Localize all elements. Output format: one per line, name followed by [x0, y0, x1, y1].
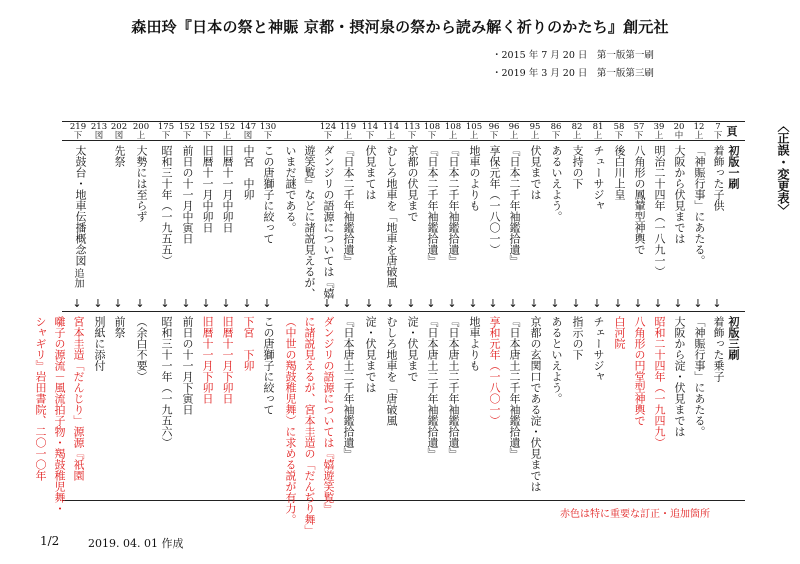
revised-text: この唐獅子に絞って [262, 316, 275, 415]
page-position-cell: 下 [182, 131, 192, 141]
page-position-cell: 中 [674, 131, 684, 141]
original-text: 大勢には至らず [135, 145, 148, 222]
page-ref [503, 123, 525, 141]
revised-text: 享和元年（一八〇一） [488, 316, 501, 426]
change-arrow: ↓ [550, 297, 560, 310]
change-arrow: ↓ [529, 297, 539, 310]
page-ref [587, 123, 609, 141]
revised-text: むしろ地車を「唐破風 [385, 316, 398, 426]
page-number-cell: 175 [157, 122, 175, 132]
original-text: この唐獅子に絞って [262, 145, 275, 244]
page-position-cell: 下 [407, 131, 417, 141]
page-position-cell: 下 [489, 131, 499, 141]
page-ref [108, 123, 130, 141]
page-position-cell: 図 [94, 131, 104, 141]
original-text: 『日本二千年袖鑑拾遺』 [447, 145, 460, 266]
page-number-cell: 82 [571, 122, 583, 132]
change-arrow: ↓ [653, 297, 663, 310]
page-number-cell: 219 [69, 122, 87, 132]
original-text: 旧暦十一月中卯日 [201, 145, 214, 233]
revised-text: シャギリ』岩田書院、二〇一〇年 [34, 316, 47, 481]
page-position-cell: 上 [509, 131, 519, 141]
change-arrow: ↓ [488, 297, 498, 310]
revised-text: チェーサジャ [592, 316, 605, 382]
page-position-cell: 上 [593, 131, 603, 141]
change-arrow: ↓ [221, 297, 231, 310]
change-arrow: ↓ [93, 297, 103, 310]
revised-text: 地車よりも [468, 316, 481, 371]
page-number-cell: 96 [488, 122, 500, 132]
change-arrow: ↓ [508, 297, 518, 310]
page-position-cell: 下 [263, 131, 273, 141]
revised-text: 下宮 下卯 [242, 316, 255, 371]
revised-text: 『日本唐土二千年袖鑑拾遺』 [426, 316, 439, 459]
revised-text: 白河院 [613, 316, 626, 349]
change-arrow: ↓ [385, 297, 395, 310]
change-arrow: ↓ [633, 297, 643, 310]
page-position-cell: 下 [614, 131, 624, 141]
page-number-cell: 124 [319, 122, 337, 132]
page-number-cell: 86 [550, 122, 562, 132]
revised-text: に諸説見えるが、宮本圭造の「だんぢり舞」 [303, 316, 316, 536]
page-number-cell: 96 [508, 122, 520, 132]
original-text: 地車のよりも [468, 145, 481, 211]
page-position-cell: 上 [530, 131, 540, 141]
page-ref [155, 123, 177, 141]
red-legend: 赤色は特に重要な訂正・追加箇所 [560, 509, 710, 520]
page-number-cell: 213 [90, 122, 108, 132]
page-number-cell: 152 [218, 122, 236, 132]
page-ref [337, 123, 359, 141]
revised-text: 指示の下 [571, 316, 584, 360]
change-arrow: ↓ [406, 297, 416, 310]
page-position-cell: 上 [222, 131, 232, 141]
original-text: 中宮 中卯 [242, 145, 255, 200]
page-ref [524, 123, 546, 141]
change-arrow: ↓ [592, 297, 602, 310]
revised-text: ダンジリの語源については『嬉遊笑覧』 [322, 316, 335, 514]
page-position-cell: 図 [114, 131, 124, 141]
page-ref [483, 123, 505, 141]
table-label: 〈正誤・変更表〉 [776, 120, 790, 216]
original-text: 『日本二千年袖鑑拾遺』 [508, 145, 521, 266]
original-text: むしろ地車を「地車を唐破風 [385, 145, 398, 288]
page-number-cell: 39 [653, 122, 665, 132]
page-number-cell: 147 [239, 122, 257, 132]
page-number-cell: 152 [178, 122, 196, 132]
page-ref [628, 123, 650, 141]
revised-text: 「神賑行事」にあたる。 [693, 316, 706, 437]
page-ref [359, 123, 381, 141]
change-arrow: ↓ [364, 297, 374, 310]
original-text: 前日の十一月中寅日 [181, 145, 194, 244]
edition3-label: 初版三刷 [727, 316, 740, 360]
page-position-cell: 下 [365, 131, 375, 141]
page-number-cell: 105 [465, 122, 483, 132]
change-arrow: ↓ [571, 297, 581, 310]
page-number-cell: 58 [613, 122, 625, 132]
revised-text: 着飾った乗子 [712, 316, 725, 382]
original-text: 『日本二千年袖鑑拾遺』 [342, 145, 355, 266]
page-number-cell: 81 [592, 122, 604, 132]
page-ref [380, 123, 402, 141]
original-text: 享保元年（一八〇一） [488, 145, 501, 255]
revised-text: 前祭 [113, 316, 126, 338]
page-ref [176, 123, 198, 141]
change-arrow: ↓ [242, 297, 252, 310]
revised-text: 京都の玄関口である淀・伏見までは [529, 316, 542, 492]
page-ref [707, 123, 729, 141]
page-position-cell: 下 [202, 131, 212, 141]
change-arrow: ↓ [673, 297, 683, 310]
table-rule-middle [62, 311, 745, 312]
original-text: 「神賑行事」にあたる。 [693, 145, 706, 266]
page-position-cell: 上 [136, 131, 146, 141]
revised-text: 『日本唐土二千年袖鑑拾遺』 [342, 316, 355, 459]
page-position-cell: 下 [634, 131, 644, 141]
original-text: 旧暦十一月中卯日 [221, 145, 234, 233]
pub-info-third: ・2019 年 3 月 20 日 第一版第三刷 [492, 68, 654, 79]
page-number-cell: 119 [339, 122, 357, 132]
page-position-cell: 下 [73, 131, 83, 141]
page-position-cell: 上 [343, 131, 353, 141]
page-ref [648, 123, 670, 141]
revised-text: 宮本圭造「だんじり」源源『祇園 [72, 316, 85, 481]
original-text: 明治二十四年（一八九一） [653, 145, 666, 277]
change-arrow: ↓ [113, 297, 123, 310]
original-text: 伏見までは [529, 145, 542, 200]
page-ref [237, 123, 259, 141]
page-number-cell: 200 [132, 122, 150, 132]
page-ref [463, 123, 485, 141]
change-arrow: ↓ [468, 297, 478, 310]
page-position-cell: 上 [386, 131, 396, 141]
page-number-cell: 202 [110, 122, 128, 132]
page-number-cell: 113 [403, 122, 421, 132]
revised-text: 前日の十一月下寅日 [181, 316, 194, 415]
original-text: 着飾った子供 [712, 145, 725, 211]
original-text: 遊笑覧』などに諸説見えるが、 [303, 145, 316, 299]
page-number-cell: 108 [423, 122, 441, 132]
revised-text: 大阪から淀・伏見までは [673, 316, 686, 437]
page-number-cell: 95 [529, 122, 541, 132]
page-ref [257, 123, 279, 141]
original-text: 昭和三十年（一九五五） [160, 145, 173, 266]
page-ref [421, 123, 443, 141]
page-number-cell: 114 [361, 122, 379, 132]
page-number-cell: 12 [693, 122, 705, 132]
original-text: あるいえよう。 [550, 145, 563, 222]
page-position-cell: 上 [572, 131, 582, 141]
change-arrow: ↓ [426, 297, 436, 310]
page-position-cell: 上 [654, 131, 664, 141]
original-text: 京都の伏見まで [406, 145, 419, 222]
original-text: 太鼓台・地車伝播概念図 [74, 145, 87, 266]
change-arrow: ↓ [613, 297, 623, 310]
page-ref [196, 123, 218, 141]
change-arrow: ↓ [342, 297, 352, 310]
change-arrow: ↓ [262, 297, 272, 310]
change-arrow: ↓ [160, 297, 170, 310]
page-position-cell: 上 [448, 131, 458, 141]
page-number-cell: 7 [715, 122, 721, 132]
revised-text: あるといえよう。 [550, 316, 563, 404]
creation-date: 2019. 04. 01 作成 [88, 537, 184, 550]
revised-text: 『日本唐土二千年袖鑑拾遺』 [508, 316, 521, 459]
revised-text: 『日本唐土二千年袖鑑拾遺』 [447, 316, 460, 459]
original-text: 八角形の鳳輦型神輿で [633, 145, 646, 255]
revised-text: 囃子の源流－風流拍子物・羯鼓稚児舞・ [53, 316, 66, 514]
revised-text: 旧暦十一月下卯日 [221, 316, 234, 404]
revised-text: 昭和三十一年（一九五六） [160, 316, 173, 448]
page-number-cell: 114 [382, 122, 400, 132]
revised-text: 八角形の円堂型神輿で [633, 316, 646, 426]
original-text: 先祭 [113, 145, 126, 167]
addition-note: 追加 [72, 268, 83, 288]
page-position-cell: 下 [161, 131, 171, 141]
page-ref [545, 123, 567, 141]
page-position-cell: 上 [469, 131, 479, 141]
page-ref [688, 123, 710, 141]
page-ref [566, 123, 588, 141]
page-ref [88, 123, 110, 141]
change-arrow: ↓ [135, 297, 145, 310]
page-number-cell: 152 [198, 122, 216, 132]
change-arrow: ↓ [447, 297, 457, 310]
original-text: 伏見まては [364, 145, 377, 200]
page-number-cell: 20 [673, 122, 685, 132]
original-text: 支持の下 [571, 145, 584, 189]
revised-text: （余白不要） [135, 316, 148, 382]
original-text: ダンジリの語源については『嬉 [322, 145, 335, 299]
original-text: 後白川上皇 [613, 145, 626, 200]
revised-text: 昭和二十四年（一九四九） [653, 316, 666, 448]
change-arrow: ↓ [201, 297, 211, 310]
page-number-cell: 130 [259, 122, 277, 132]
revised-text: 旧暦十一月下卯日 [201, 316, 214, 404]
page-ref [442, 123, 464, 141]
pub-info-first: ・2015 年 7 月 20 日 第一版第一刷 [492, 50, 654, 61]
page-position-cell: 図 [243, 131, 253, 141]
change-arrow: ↓ [72, 297, 82, 310]
page-ref [668, 123, 690, 141]
edition1-label: 初版一刷 [727, 145, 740, 189]
table-rule-bottom [62, 500, 745, 501]
page-column-header: 頁 [726, 124, 738, 138]
page-number-cell: 57 [633, 122, 645, 132]
revised-text: 別紙に添付 [93, 316, 106, 371]
change-arrow: ↓ [181, 297, 191, 310]
page-ref [67, 123, 89, 141]
page-ref [130, 123, 152, 141]
revised-text: （中世の羯鼓稚児舞）に求める説が有力。 [284, 316, 297, 525]
original-text: 大阪から伏見までは [673, 145, 686, 244]
page-ref [608, 123, 630, 141]
page-number-cell: 108 [444, 122, 462, 132]
original-text: いまだ謎である。 [284, 145, 297, 233]
page-position-cell: 下 [323, 131, 333, 141]
change-arrow: ↓ [712, 297, 722, 310]
page-position-cell: 下 [713, 131, 723, 141]
revised-text: 淀・伏見までは [364, 316, 377, 393]
page-position-cell: 上 [694, 131, 704, 141]
original-text: 『日本二千年袖鑑拾遺』 [426, 145, 439, 266]
document-title: 森田玲『日本の祭と神賑 京都・摂河泉の祭から読み解く祈りのかたち』創元社 [131, 18, 669, 36]
page-number: 1/2 [40, 534, 60, 548]
page-position-cell: 下 [427, 131, 437, 141]
page-ref [216, 123, 238, 141]
change-arrow: ↓ [693, 297, 703, 310]
page-ref [317, 123, 339, 141]
original-text: チューサジャ [592, 145, 605, 211]
page-position-cell: 下 [551, 131, 561, 141]
change-arrow: ↓ [322, 297, 332, 310]
page-ref [401, 123, 423, 141]
revised-text: 淀・伏見まで [406, 316, 419, 382]
